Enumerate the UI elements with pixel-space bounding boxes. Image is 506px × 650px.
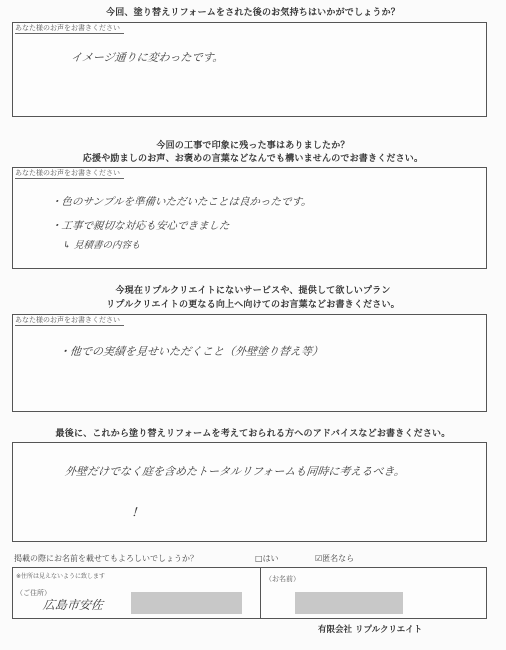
question-4: 最後に、これから塗り替えリフォームを考えておられる方へのアドバイスなどお書きください。 xyxy=(55,429,451,439)
consent-option-anonymous[interactable] xyxy=(315,553,354,564)
question-3-line-1: 今現在リプルクリエイトにないサービスや、提供して欲しいプラン xyxy=(115,286,391,296)
answer-4: 外壁だけでなく庭を含めたトータルリフォームも同時に考えるべき。 xyxy=(64,465,406,478)
answer-2-line-1: ・色のサンプルを準備いただいたことは良かったです。 xyxy=(50,196,313,208)
contact-box xyxy=(12,567,487,619)
contact-divider xyxy=(260,568,261,618)
question-1: 今回、塗り替えリフォームをされた後のお気持ちはいかがでしょうか？ xyxy=(106,8,400,18)
option-anon-label: 匿名なら xyxy=(322,554,355,563)
checkbox-checked-icon[interactable]: ☑ xyxy=(315,554,323,563)
answer-box-3[interactable] xyxy=(12,314,487,412)
answer-3: ・他での実績を見せいただくこと（外壁塗り替え等） xyxy=(58,345,324,358)
address-handwritten: 広島市安佐 xyxy=(42,598,104,612)
address-redaction xyxy=(131,592,242,614)
box-label-2: あなた様のお声をお書きください xyxy=(15,169,124,179)
consent-question: 掲載の際にお名前を載せてもよろしいでしょうか？ xyxy=(14,554,198,563)
option-yes-label: はい xyxy=(262,554,279,563)
consent-option-yes[interactable] xyxy=(255,553,279,564)
question-2-line-2: 応援や励ましのお声、お褒めの言葉などなんでも構いませんのでお書きください。 xyxy=(82,154,424,164)
answer-2-line-3-text: 見積書の内容も xyxy=(73,240,141,251)
box-label-3: あなた様のお声をお書きください xyxy=(15,316,124,326)
company-name: 有限会社 リプルクリエイト xyxy=(318,625,423,635)
name-redaction xyxy=(295,592,403,614)
answer-4-mark: ! xyxy=(132,505,139,519)
checkbox-unchecked-icon[interactable]: □ xyxy=(255,554,263,563)
answer-box-4[interactable] xyxy=(12,442,487,542)
answer-box-2[interactable] xyxy=(12,167,487,269)
address-note: ※住所は見えないように致します xyxy=(16,573,106,580)
address-label: （ご住所） xyxy=(16,589,51,597)
answer-1: イメージ通りに変わったです。 xyxy=(70,51,225,64)
box-label-1: あなた様のお声をお書きください xyxy=(15,24,124,34)
answer-2-line-3 xyxy=(62,237,141,251)
answer-2-line-2: ・工事で親切な対応も安心できました xyxy=(50,220,231,232)
question-2-line-1: 今回の工事で印象に残った事はありましたか？ xyxy=(156,141,350,151)
question-3-line-2: リプルクリエイトの更なる向上へ向けてのお言葉などお書きください。 xyxy=(106,300,400,310)
name-label: （お名前） xyxy=(265,575,300,583)
answer-box-1[interactable] xyxy=(12,22,487,117)
arrow-icon: ↳ xyxy=(62,240,75,251)
